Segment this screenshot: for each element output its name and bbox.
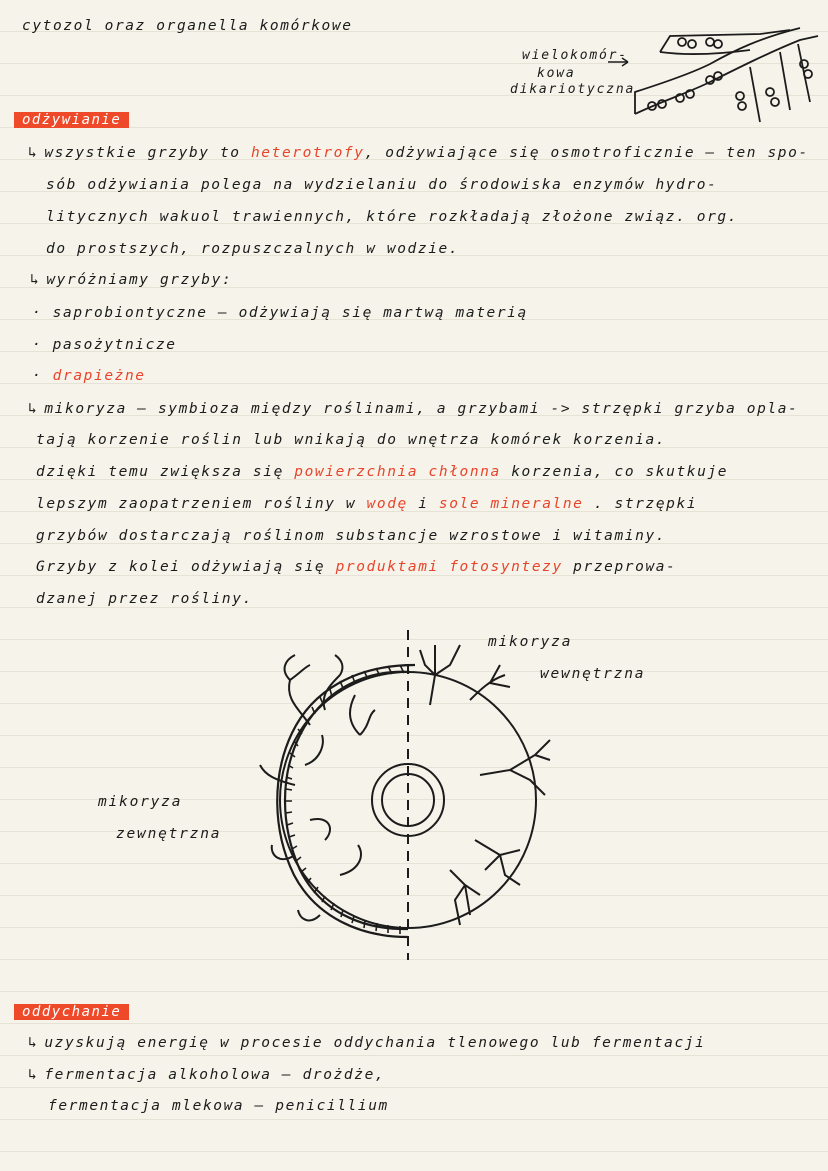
mycorrhiza-line-3: dzięki temu zwiększa się powierzchnia chłonna korzenia, co skutkuje <box>36 464 729 480</box>
hypha-label-3: dikariotyczna <box>510 82 636 97</box>
nutrition-line-1: ↳ wszystkie grzyby to heterotrofy, odżywiające się osmotroficznie – ten spo- <box>28 145 809 161</box>
types-intro: ↳ wyróżniamy grzyby: <box>30 272 233 288</box>
respiration-line-2: ↳ fermentacja alkoholowa – drożdże, <box>28 1067 386 1083</box>
highlight-photosynthesis-products: produktami fotosyntezy <box>335 559 563 575</box>
label-internal-mycorrhiza-1: mikoryza <box>488 634 573 650</box>
label-external-mycorrhiza-2: zewnętrzna <box>116 826 222 842</box>
respiration-line-1: ↳ uzyskują energię w procesie oddychania tlenowego lub fermentacji <box>28 1035 706 1051</box>
mycorrhiza-line-5: grzybów dostarczają roślinom substancje wzrostowe i witaminy. <box>36 528 667 544</box>
nutrition-line-2: sób odżywiania polega na wydzielaniu do środowiska enzymów hydro- <box>46 177 718 193</box>
type-item-1: · saprobiontyczne – odżywiają się martwą materią <box>32 305 528 321</box>
label-internal-mycorrhiza-2: wewnętrzna <box>540 666 646 682</box>
hypha-label-1: wielokomór- <box>522 48 628 63</box>
section-heading-nutrition: odżywianie <box>14 112 129 128</box>
type-item-2: · pasożytnicze <box>32 337 177 353</box>
nutrition-line-4: do prostszych, rozpuszczalnych w wodzie. <box>46 241 460 257</box>
label-external-mycorrhiza-1: mikoryza <box>98 794 183 810</box>
nutrition-line-3: litycznych wakuol trawiennych, które rozkładają złożone związ. org. <box>46 209 739 225</box>
hypha-illustration <box>600 22 825 127</box>
highlight-water: wodę <box>366 496 408 512</box>
mycorrhiza-line-2: tają korzenie roślin lub wnikają do wnętrza komórek korzenia. <box>36 432 667 448</box>
page-title: cytozol oraz organella komórkowe <box>22 18 353 34</box>
hypha-label-2: kowa <box>537 66 576 81</box>
respiration-line-3: fermentacja mlekowa – penicillium <box>48 1098 389 1114</box>
section-heading-respiration: oddychanie <box>14 1004 129 1020</box>
highlight-absorptive-surface: powierzchnia chłonna <box>294 464 501 480</box>
mycorrhiza-line-4: lepszym zaopatrzeniem rośliny w wodę i sole mineralne . strzępki <box>36 496 698 512</box>
mycorrhiza-line-6: Grzyby z kolei odżywiają się produktami fotosyntezy przeprowa- <box>36 559 677 575</box>
mycorrhiza-line-1: ↳ mikoryza – symbioza między roślinami, a grzybami -> strzępki grzyba opla- <box>28 401 799 417</box>
highlight-heterotrophs: heterotrofy <box>250 145 365 161</box>
type-item-3: · drapieżne <box>32 368 146 384</box>
highlight-mineral-salts: sole mineralne <box>438 496 584 512</box>
mycorrhiza-line-7: dzanej przez rośliny. <box>36 591 253 607</box>
